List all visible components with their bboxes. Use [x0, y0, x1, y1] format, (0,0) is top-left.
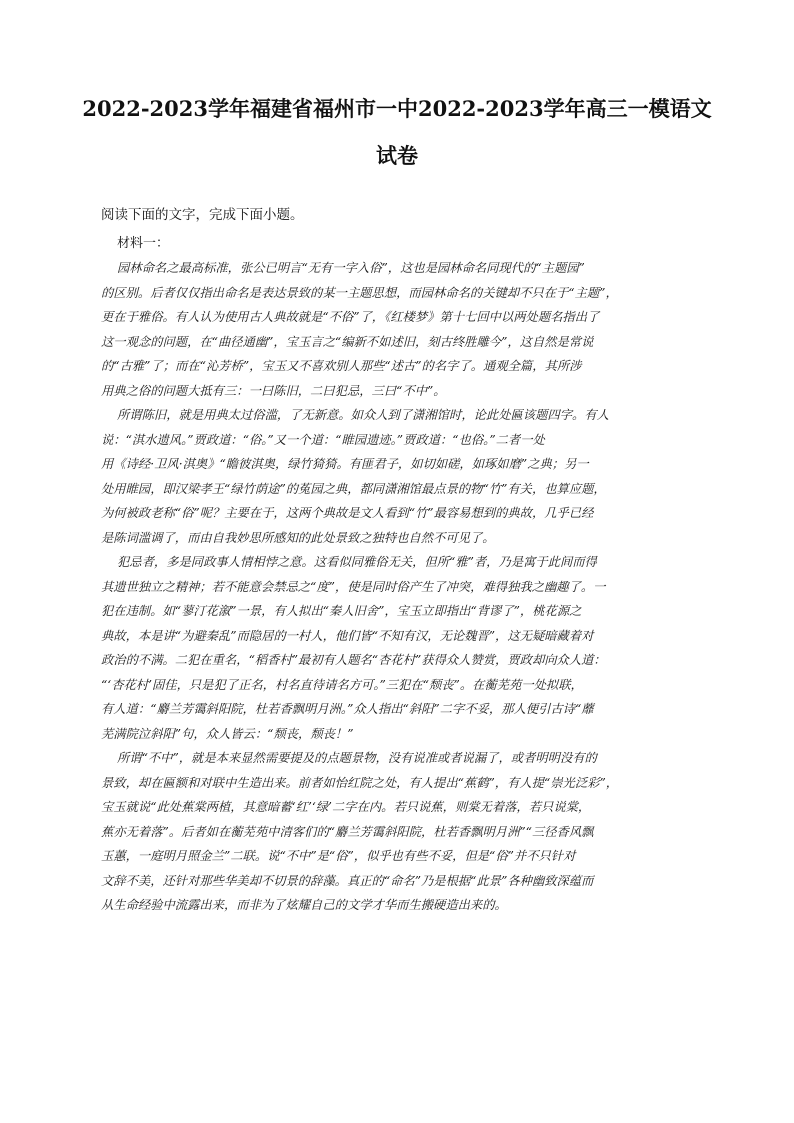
passage-line: 宝玉就说“此处蕉棠两植，其意暗蓄‘红’‘绿’二字在内。若只说蕉，则棠无着落，若只说棠， [101, 800, 591, 814]
passage-line: 玉蕙，一庭明月照金兰”二联。说“不中”是“俗”，似乎也有些不妥，但是“俗”并不只针对 [101, 849, 576, 863]
passage-line: 从生命经验中流露出来，而非为了炫耀自己的文学才华而生搬硬造出来的。 [101, 898, 507, 912]
passage-line: 所谓“不中”，就是本来显然需要提及的点题景物，没有说准或者说漏了，或者明明没有的 [117, 751, 597, 765]
passage-line: 政治的不满。二犯在重名，“稻香村”最初有人题名“杏花村”获得众人赞赏，贾政却向众人道： [101, 653, 606, 667]
passage-line: 景致，却在匾额和对联中生造出来。前者如怡红院之处，有人提出“蕉鹤”，有人提“崇光泛彩”， [101, 775, 619, 790]
page-title-continued: 试卷 [376, 143, 418, 168]
passage-line: 处用睢园，即汉梁孝王“绿竹荫途”的菟园之典，都同潇湘馆最点景的物“竹”有关，也算应题， [101, 481, 606, 496]
passage-line: 用典之俗的问题大抵有三：一曰陈旧，二曰犯忌，三曰“不中”。 [101, 383, 446, 398]
passage-line: “‘杏花村’固佳，只是犯了正名，村名直待请名方可。”三犯在“颓丧”。在蘅芜苑一处拟联， [101, 677, 583, 692]
passage-line: 犯忌者，多是同政事人情相悖之意。这看似同雅俗无关，但所“雅”者，乃是寓于此间而得 [117, 555, 597, 569]
passage-line: 芜满院泣斜阳”句，众人皆云：“颓丧，颓丧！” [101, 726, 354, 741]
passage-line: 园林命名之最高标准，张公已明言“无有一字入俗”，这也是园林命名同现代的“主题园” [117, 261, 585, 275]
passage-line: 有人道：“麝兰芳霭斜阳院，杜若香飘明月洲。”众人指出“斜阳”二字不妥，那人便引古诗“蘼 [101, 702, 594, 716]
passage-line: 其遗世独立之精神；若不能意会禁忌之“度”，使是同时俗产生了冲突，难得独我之幽趣了。一 [101, 579, 606, 594]
passage-line: 蕉亦无着落”。后者如在蘅芜苑中清客们的“麝兰芳霭斜阳院，杜若香飘明月洲”“三径香风飘 [101, 824, 594, 839]
passage-body [101, 256, 697, 918]
passage-line: 犯在违制。如“蓼汀花溆”一景，有人拟出“秦人旧舍”，宝玉立即指出“背谬了”，桃花源之 [101, 604, 582, 618]
passage-line: 是陈词滥调了，而由自我妙思所感知的此处景致之独特也自然不可见了。 [101, 530, 495, 545]
passage-line: 文辞不美，还针对那些华美却不切景的辞藻。真正的“命名”乃是根据“此景”各种幽致深蕴而 [101, 873, 594, 888]
passage-line: 说：“淇水遗风。”贾政道：“俗。”又一个道：“睢园遗迹。”贾政道：“也俗。”二者一处 [101, 432, 545, 447]
passage-line: 这一观念的问题，在“曲径通幽”，宝玉言之“编新不如述旧，刻古终胜雕今”，这自然是常说 [101, 334, 594, 349]
passage-line: 所谓陈旧，就是用典太过俗滥，了无新意。如众人到了潇湘馆时，论此处匾该题四字。有人 [117, 408, 609, 422]
passage-line: 的区别。后者仅仅指出命名是表达景致的某一主题思想，而园林命名的关键却不只在于“主题”， [101, 285, 618, 300]
material-label: 材料一： [117, 236, 170, 251]
page-title: 2022-2023学年福建省福州市一中2022-2023学年高三一模语文 [82, 96, 712, 121]
reading-instruction: 阅读下面的文字，完成下面小题。 [101, 207, 304, 223]
passage-line: 典故，本是讲“为避秦乱”而隐居的一村人，他们皆“不知有汉，无论魏晋”，这无疑暗藏着对 [101, 628, 594, 643]
passage-line: 为何被政老称“俗”呢？主要在于，这两个典故是文人看到“竹”最容易想到的典故，几乎已经 [101, 506, 594, 520]
passage-line: 用《诗经·卫风·淇奥》“瞻彼淇奥，绿竹猗猗。有匪君子，如切如磋，如琢如磨”之典；另一 [101, 457, 589, 471]
passage-line: 更在于雅俗。有人认为使用古人典故就是“不俗”了，《红楼梦》第十七回中以两处题名指出了 [101, 310, 600, 324]
passage-line: 的“古雅”了；而在“沁芳桥”，宝玉又不喜欢别人那些“述古”的名字了。通观全篇，其所涉 [101, 359, 582, 373]
